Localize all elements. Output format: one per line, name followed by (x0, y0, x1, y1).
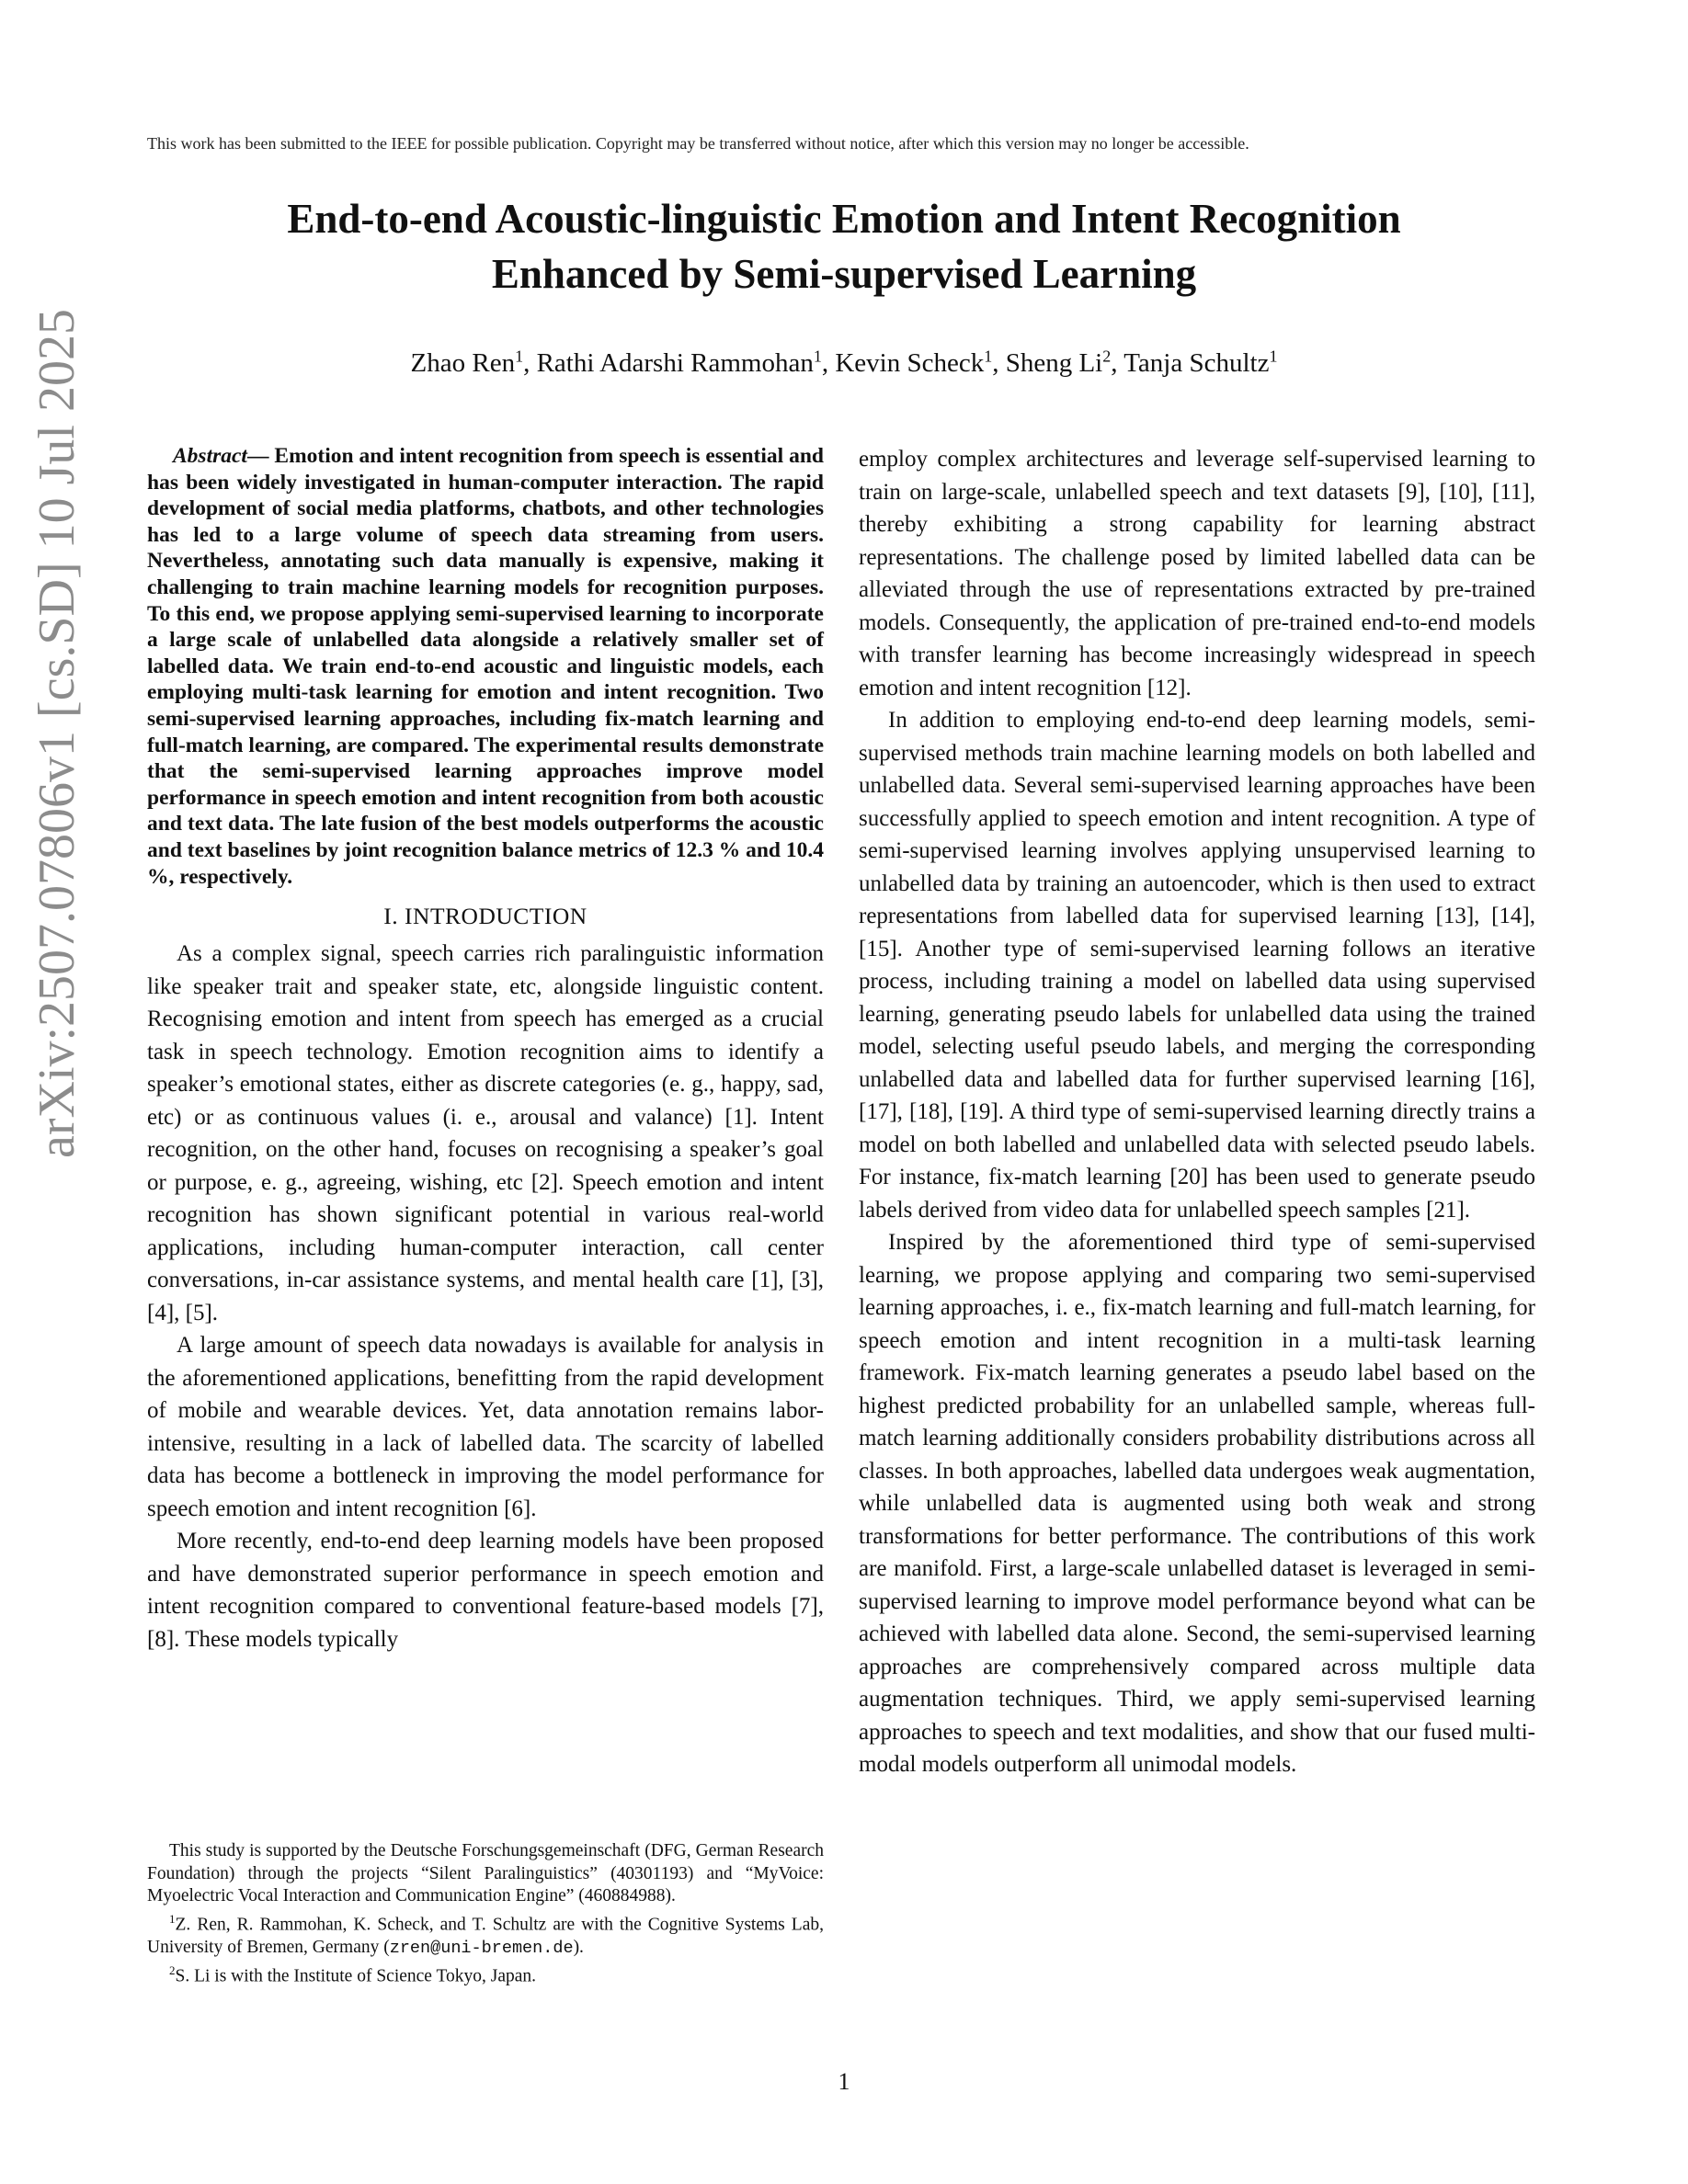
title-line-2: Enhanced by Semi-supervised Learning (491, 251, 1197, 297)
author: Rathi Adarshi Rammohan$^1$, (536, 347, 836, 378)
paragraph: In addition to employing end-to-end deep learning models, semi-supervised methods train machine learning models on both labelled and unlabelled data. Several semi-supervised learning approaches have been successfully applied to speech emotion and intent recognition. A type of semi-supervised learning involves applying unsupervised learning to unlabelled data by training an autoencoder, which is then used to extract representations from labelled data for supervised learning [13], [14], [15]. Another type of semi-supervised learning follows an iterative process, including training a model on labelled data using supervised learning, generating pseudo labels for unlabelled data using the trained model, selecting useful pseudo labels, and merging the corresponding unlabelled data and labelled data for further supervised learning [16], [17], [18], [19]. A third type of semi-supervised learning directly trains a model on both labelled and unlabelled data with selected pseudo labels. For instance, fix-match learning [20] has been used to generate pseudo labels derived from video data for unlabelled speech samples [21]. (859, 708, 1535, 1223)
section-heading-introduction: I. INTRODUCTION (383, 903, 587, 930)
arxiv-stamp: arXiv:2507.07806v1 [cs.SD] 10 Jul 2025 (29, 309, 86, 1158)
title-line-1: End-to-end Acoustic-linguistic Emotion and Intent Recognition (287, 196, 1401, 242)
abstract-label: Abstract (173, 444, 247, 468)
author: Tanja Schultz$^1$ (1123, 347, 1278, 378)
paragraph: employ complex architectures and leverage self-supervised learning to train on large-scale, unlabelled speech and text datasets [9], [10], [11], thereby exhibiting a strong capability for learning abstract representations. The challenge posed by limited labelled data can be alleviated through the use of representations extracted by pre-trained models. Consequently, the application of pre-trained end-to-end models with transfer learning has become increasingly widespread in speech emotion and intent recognition [12]. (859, 447, 1535, 700)
ieee-notice: This work has been submitted to the IEEE for possible publication. Copyright may be transferred without notice, after which this version may no longer be accessible. (147, 134, 1249, 153)
author-list (138, 347, 1550, 379)
right-column (859, 443, 1535, 1781)
abstract (147, 443, 824, 890)
left-column (147, 443, 824, 1655)
footnote-affiliation-2: $^2$S. Li is with the Institute of Science Tokyo, Japan. (169, 1963, 537, 1986)
paragraph: A large amount of speech data nowadays is available for analysis in the aforementioned applications, benefitting from the rapid development of mobile and wearable devices. Yet, data annotation remains labor-intensive, resulting in a lack of labelled data. The scarcity of labelled data has become a bottleneck in improving the model performance for speech emotion and intent recognition [6]. (147, 1333, 824, 1521)
author: Kevin Scheck$^1$, (835, 347, 1006, 378)
author: Zhao Ren$^1$, (410, 347, 537, 378)
paragraph: Inspired by the aforementioned third type of semi-supervised learning, we propose applying and comparing two semi-supervised learning approaches, i. e., fix-match learning and full-match learning, for speech emotion and intent recognition in a multi-task learning framework. Fix-match learning generates a pseudo label based on the highest predicted probability for an unlabelled sample, whereas full-match learning additionally considers probability distributions across all classes. In both approaches, labelled data undergoes weak augmentation, while unlabelled data is augmented using both weak and strong transformations for better performance. The contributions of this work are manifold. First, a large-scale unlabelled dataset is leveraged in semi-supervised learning to improve model performance beyond what can be achieved with labelled data alone. Second, the semi-supervised learning approaches are comprehensively compared across multiple data augmentation techniques. Third, we apply semi-supervised learning approaches to speech and text modalities, and show that our fused multi-modal models outperform all unimodal models. (859, 1230, 1535, 1777)
abstract-text: — Emotion and intent recognition from speech is essential and has been widely investigated in human-computer interaction. The rapid development of social media platforms, chatbots, and other technologies has led to a large volume of speech data streaming from users. Nevertheless, annotating such data manually is expensive, making it challenging to train machine learning models for recognition purposes. To this end, we propose applying semi-supervised learning to incorporate a large scale of unlabelled data alongside a relatively smaller set of labelled data. We train end-to-end acoustic and linguistic models, each employing multi-task learning for emotion and intent recognition. Two semi-supervised learning approaches, including fix-match learning and full-match learning, are compared. The experimental results demonstrate that the semi-supervised learning approaches improve model performance in speech emotion and intent recognition from both acoustic and text data. The late fusion of the best models outperforms the acoustic and text baselines by joint recognition balance metrics of 12.3 % and 10.4 %, respectively. (147, 444, 824, 889)
author: Sheng Li$^2$, (1005, 347, 1124, 378)
paper-title (138, 191, 1550, 301)
page-number: 1 (838, 2068, 850, 2095)
email-link[interactable]: zren@uni-bremen.de (389, 1938, 574, 1958)
footnote-affiliation-1: $^1$Z. Ren, R. Rammohan, K. Scheck, and T. Schultz are with the Cognitive Systems Lab, University of Bremen, Germany (zren@uni-bremen.de). (147, 1911, 824, 1958)
footnotes (147, 1840, 824, 1989)
paragraph: More recently, end-to-end deep learning models have been proposed and have demonstrated superior performance in speech emotion and intent recognition compared to conventional feature-based models [7], [8]. These models typically (147, 1529, 824, 1652)
paragraph: As a complex signal, speech carries rich paralinguistic information like speaker trait and speaker state, etc, alongside linguistic content. Recognising emotion and intent from speech has emerged as a crucial task in speech technology. Emotion recognition aims to identify a speaker’s emotional states, either as discrete categories (e. g., happy, sad, etc) or as continuous values (i. e., arousal and valance) [1]. Intent recognition, on the other hand, focuses on recognising a speaker’s goal or purpose, e. g., agreeing, wishing, etc [2]. Speech emotion and intent recognition has shown significant potential in various real-world applications, including human-computer interaction, call center conversations, in-car assistance systems, and mental health care [1], [3], [4], [5]. (147, 941, 824, 1325)
footnote-funding: This study is supported by the Deutsche Forschungsgemeinschaft (DFG, German Research Foundation) through the projects “Silent Paralinguistics” (40301193) and “MyVoice: Myoelectric Vocal Interaction and Communication Engine” (460884988). (147, 1841, 824, 1906)
